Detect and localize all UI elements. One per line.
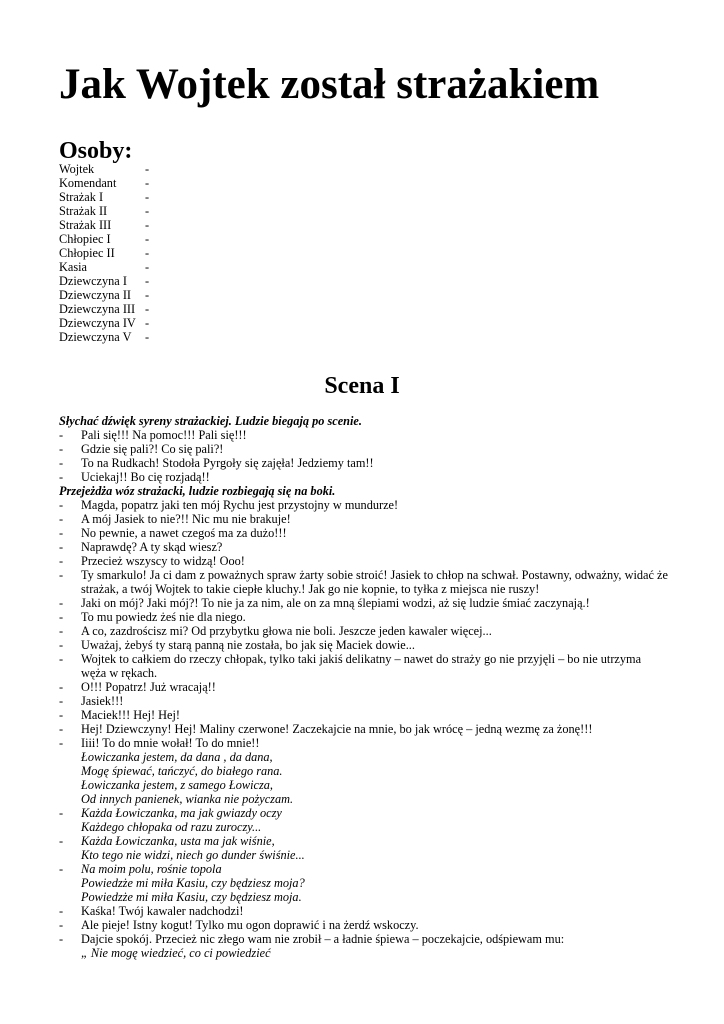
cast-name: Chłopiec II: [59, 246, 115, 260]
dialogue-line: - No pewnie, a nawet czegoś ma za dużo!!!: [59, 526, 669, 540]
dialogue-line: - Dajcie spokój. Przecież nic złego wam nie zrobił – a ładnie śpiewa – poczekajcie, odśpiewam mu:: [59, 932, 669, 946]
dialogue-line: - To na Rudkach! Stodoła Pyrgoły się zajęła! Jedziemy tam!!: [59, 456, 669, 470]
dialogue-line: - Iiii! To do mnie wołał! To do mnie!!: [59, 736, 669, 750]
script-body: [59, 414, 669, 960]
dialogue-line: - Uważaj, żebyś ty starą panną nie została, bo jak się Maciek dowie...: [59, 638, 669, 652]
cast-item: [59, 302, 149, 316]
song-verse: Kto tego nie widzi, niech go dunder świśnie...: [81, 848, 305, 862]
stage-direction: Przejeżdża wóz strażacki, ludzie rozbiegają się na boki.: [59, 484, 336, 498]
dialogue-line: - Uciekaj!! Bo cię rozjadą!!: [59, 470, 669, 484]
dialogue-line: - A mój Jasiek to nie?!! Nic mu nie brakuje!: [59, 512, 669, 526]
cast-item: [59, 288, 149, 302]
cast-heading: Osoby:: [59, 138, 133, 164]
cast-name: Strażak II: [59, 204, 108, 218]
dialogue-line: - Wojtek to całkiem do rzeczy chłopak, tylko taki jakiś delikatny – nawet do straży go nie przyjęli – bo nie utrzyma węża w rękach.: [59, 652, 669, 680]
song-verse: Łowiczanka jestem, da dana , da dana,: [81, 750, 273, 764]
dialogue-line: - Magda, popatrz jaki ten mój Rychu jest przystojny w mundurze!: [59, 498, 669, 512]
dialogue-line: - Przecież wszyscy to widzą! Ooo!: [59, 554, 669, 568]
song-verse: Mogę śpiewać, tańczyć, do białego rana.: [81, 764, 283, 778]
dialogue-line: - O!!! Popatrz! Już wracają!!: [59, 680, 669, 694]
cast-name: Kasia: [59, 260, 87, 274]
dialogue-line: - A co, zazdrościsz mi? Od przybytku głowa nie boli. Jeszcze jeden kawaler więcej...: [59, 624, 669, 638]
song-verse: - Na moim polu, rośnie topola: [59, 862, 669, 876]
cast-separator: -: [145, 190, 150, 204]
cast-separator: -: [145, 316, 150, 330]
cast-name: Dziewczyna I: [59, 274, 127, 288]
dialogue-line: - Ale pieje! Istny kogut! Tylko mu ogon doprawić i na żerdź wskoczy.: [59, 918, 669, 932]
cast-name: Chłopiec I: [59, 232, 111, 246]
cast-name: Komendant: [59, 176, 117, 190]
stage-direction: Słychać dźwięk syreny strażackiej. Ludzie biegają po scenie.: [59, 414, 362, 428]
cast-separator: -: [145, 232, 150, 246]
cast-name: Dziewczyna III: [59, 302, 136, 316]
cast-separator: -: [145, 260, 150, 274]
cast-separator: -: [145, 288, 150, 302]
cast-name: Dziewczyna IV: [59, 316, 136, 330]
song-verse: „ Nie mogę wiedzieć, co ci powiedzieć: [81, 946, 271, 960]
song-verse: Powiedzże mi miła Kasiu, czy będziesz moja.: [81, 890, 302, 904]
song-verse: Od innych panienek, wianka nie pożyczam.: [81, 792, 294, 806]
dialogue-line: - Maciek!!! Hej! Hej!: [59, 708, 669, 722]
page-title: Jak Wojtek został strażakiem: [59, 61, 600, 108]
dialogue-line: - Naprawdę? A ty skąd wiesz?: [59, 540, 669, 554]
dialogue-line: - To mu powiedz żeś nie dla niego.: [59, 610, 669, 624]
cast-item: [59, 316, 149, 330]
song-verse: - Każda Łowiczanka, ma jak gwiazdy oczy: [59, 806, 669, 820]
cast-separator: -: [145, 162, 150, 176]
cast-separator: -: [145, 204, 150, 218]
cast-item: [59, 330, 149, 344]
cast-separator: -: [145, 218, 150, 232]
cast-item: [59, 218, 149, 232]
cast-name: Strażak III: [59, 218, 112, 232]
cast-name: Wojtek: [59, 162, 95, 176]
dialogue-line: - Hej! Dziewczyny! Hej! Maliny czerwone! Zaczekajcie na mnie, bo jak wrócę – jedną wezmę za żonę!!!: [59, 722, 669, 736]
cast-name: Strażak I: [59, 190, 104, 204]
song-verse: - Każda Łowiczanka, usta ma jak wiśnie,: [59, 834, 669, 848]
dialogue-line: - Kaśka! Twój kawaler nadchodzi!: [59, 904, 669, 918]
cast-item: [59, 246, 149, 260]
scene-heading: Scena I: [324, 373, 400, 399]
cast-separator: -: [145, 176, 150, 190]
cast-item: [59, 274, 149, 288]
cast-name: Dziewczyna II: [59, 288, 132, 302]
dialogue-line: - Pali się!!! Na pomoc!!! Pali się!!!: [59, 428, 669, 442]
cast-separator: -: [145, 330, 150, 344]
cast-item: [59, 232, 149, 246]
cast-separator: -: [145, 302, 150, 316]
cast-item: [59, 204, 149, 218]
song-verse: Powiedzże mi miła Kasiu, czy będziesz moja?: [81, 876, 305, 890]
cast-item: [59, 190, 149, 204]
cast-list: [59, 162, 149, 344]
cast-item: [59, 176, 149, 190]
cast-item: [59, 260, 149, 274]
cast-name: Dziewczyna V: [59, 330, 132, 344]
dialogue-line: - Jasiek!!!: [59, 694, 669, 708]
dialogue-line: - Ty smarkulo! Ja ci dam z poważnych spraw żarty sobie stroić! Jasiek to chłop na schwał. Postawny, odważny, widać że strażak, a twój Wojtek to takie ciepłe kluchy.! Jak go nie kopnie, to tyłka z miejsca nie ruszy!: [59, 568, 669, 596]
cast-item: [59, 162, 149, 176]
cast-separator: -: [145, 246, 150, 260]
dialogue-line: - Gdzie się pali?! Co się pali?!: [59, 442, 669, 456]
song-verse: Każdego chłopaka od razu zuroczy...: [81, 820, 262, 834]
song-verse: Łowiczanka jestem, z samego Łowicza,: [81, 778, 273, 792]
cast-separator: -: [145, 274, 150, 288]
dialogue-line: - Jaki on mój? Jaki mój?! To nie ja za nim, ale on za mną ślepiami wodzi, aż się ludzie śmiać zaczynają.!: [59, 596, 669, 610]
